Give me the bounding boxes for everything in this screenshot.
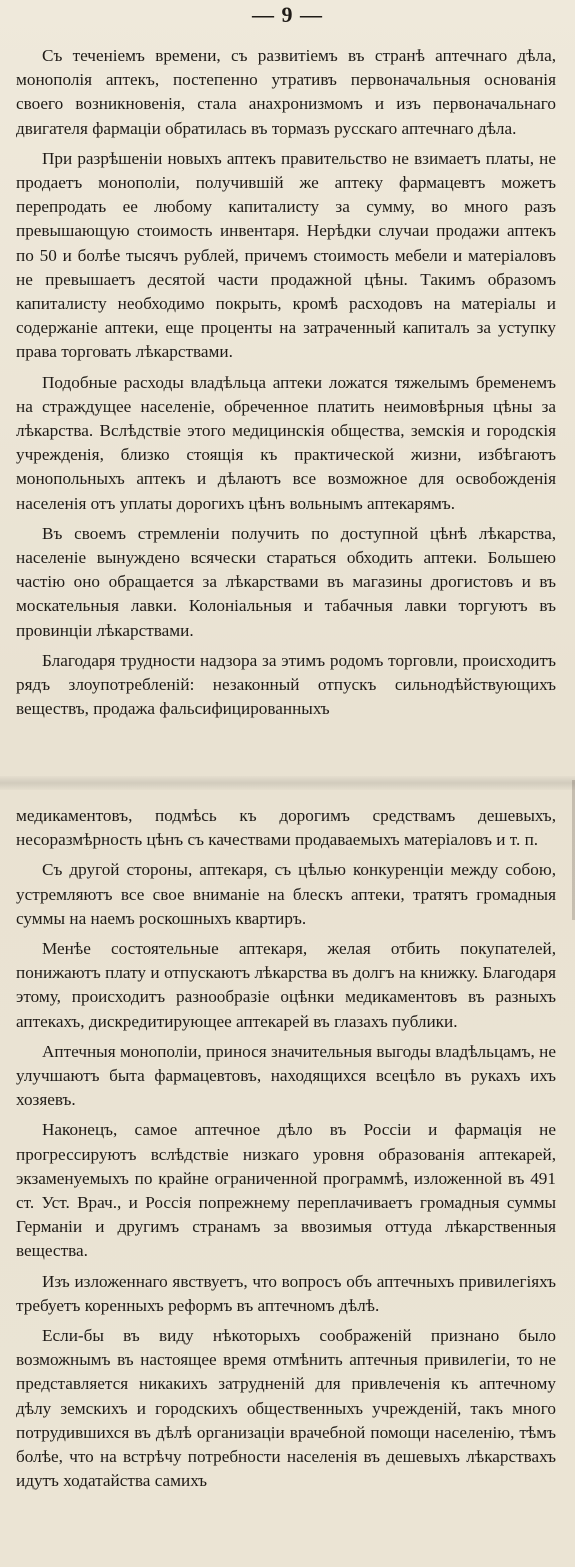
paragraph: Съ теченіемъ времени, съ развитіемъ въ странѣ аптечнаго дѣла, монополія аптекъ, постепенно утративъ первоначальныя основанія своего возникновенія, стала анахронизмомъ и изъ первоначальнаго двигателя фармаціи обратилась въ тормазъ русскаго аптечнаго дѣла. (16, 46, 556, 138)
paragraph: медикаментовъ, подмѣсь къ дорогимъ средствамъ дешевыхъ, несоразмѣрность цѣнъ съ качествами продаваемыхъ матеріаловъ и т. п. (16, 806, 556, 850)
paragraph: Наконецъ, самое аптечное дѣло въ Россіи и фармація не прогрессируютъ вслѣдствіе низкаго уровня образованія аптекарей, экзаменуемыхъ по крайне ограниченной программѣ, изложенной въ 491 ст. Уст. Врач., и Россія попрежнему переплачиваетъ громадныя суммы Германіи и другимъ странамъ за ввозимыя оттуда лѣкарственныя вещества. (16, 1120, 556, 1261)
paragraph: Если-бы въ виду нѣкоторыхъ соображеній признано было возможнымъ въ настоящее время отмѣнить аптечныя привилегіи, то не представляется никакихъ затрудненій для привлеченія къ аптечному дѣлу земскихъ и городскихъ общественныхъ учрежденій, такъ много потрудившихся въ дѣлѣ организаціи врачебной помощи населенію, тѣмъ болѣе, что на встрѣчу потребности населенія въ дешевыхъ лѣкарствахъ идутъ ходатайства самихъ (16, 1326, 556, 1491)
paragraph: Изъ изложеннаго явствуетъ, что вопросъ объ аптечныхъ привилегіяхъ требуетъ коренныхъ реформъ въ аптечномъ дѣлѣ. (16, 1271, 556, 1315)
paragraph: Благодаря трудности надзора за этимъ родомъ торговли, происходитъ рядъ злоупотребленій: незаконный отпускъ сильнодѣйствующихъ веществъ, продажа фальсифицированныхъ (16, 650, 556, 719)
text-block-top (16, 44, 556, 727)
paragraph: Менѣе состоятельные аптекаря, желая отбить покупателей, понижаютъ плату и отпускаютъ лѣкарства въ долгъ на книжку. Благодаря этому, происходитъ разнообразіе оцѣнки медикаментовъ въ разныхъ аптекахъ, дискредитирующее аптекарей въ глазахъ публики. (16, 939, 556, 1031)
page-number: — 9 — (252, 2, 323, 27)
paragraph: Подобные расходы владѣльца аптеки ложатся тяжелымъ бременемъ на страждущее населеніе, обреченное платить неимовѣрныя цѣны за лѣкарства. Вслѣдствіе этого медицинскія общества, земскія и городскія учрежденія, близко стоящія къ практической жизни, избѣгаютъ монопольныхъ аптекъ и дѣлаютъ все возможное для освобожденія населенія отъ уплаты дорогихъ цѣнъ вольнымъ аптекарямъ. (16, 372, 556, 513)
paragraph: Аптечныя монополіи, принося значительныя выгоды владѣльцамъ, не улучшаютъ быта фармацевтовъ, находящихся всецѣло въ рукахъ ихъ хозяевъ. (16, 1041, 556, 1110)
paragraph: Въ своемъ стремленіи получить по доступной цѣнѣ лѣкарства, населеніе вынуждено всячески стараться обходить аптеки. Большею частію оно обращается за лѣкарствами въ магазины дрогистовъ и въ москательныя лавки. Колоніальныя и табачныя лавки торгуютъ въ провинціи лѣкарствами. (16, 523, 556, 640)
paragraph: Съ другой стороны, аптекаря, съ цѣлью конкуренціи между собою, устремляютъ все свое вниманіе на блескъ аптеки, тратятъ громадныя суммы на наемъ роскошныхъ квартиръ. (16, 860, 556, 928)
paragraph: При разрѣшеніи новыхъ аптекъ правительство не взимаетъ платы, не продаетъ монополіи, получившій же аптеку фармацевтъ можетъ перепродать ее любому капиталисту за сумму, во много разъ превышающую стоимость инвентаря. Нерѣдки случаи продажи аптекъ по 50 и болѣе тысячъ рублей, причемъ стоимость мебели и матеріаловъ не превышаетъ десятой части продажной цѣны. Такимъ образомъ капиталисту необходимо покрыть, кромѣ расходовъ на матеріалы и содержаніе аптеки, еще проценты на затраченный капиталъ за уступку права торговать лѣкарствами. (16, 148, 556, 362)
page-fold-seam (0, 776, 575, 790)
text-block-bottom (16, 804, 556, 1499)
